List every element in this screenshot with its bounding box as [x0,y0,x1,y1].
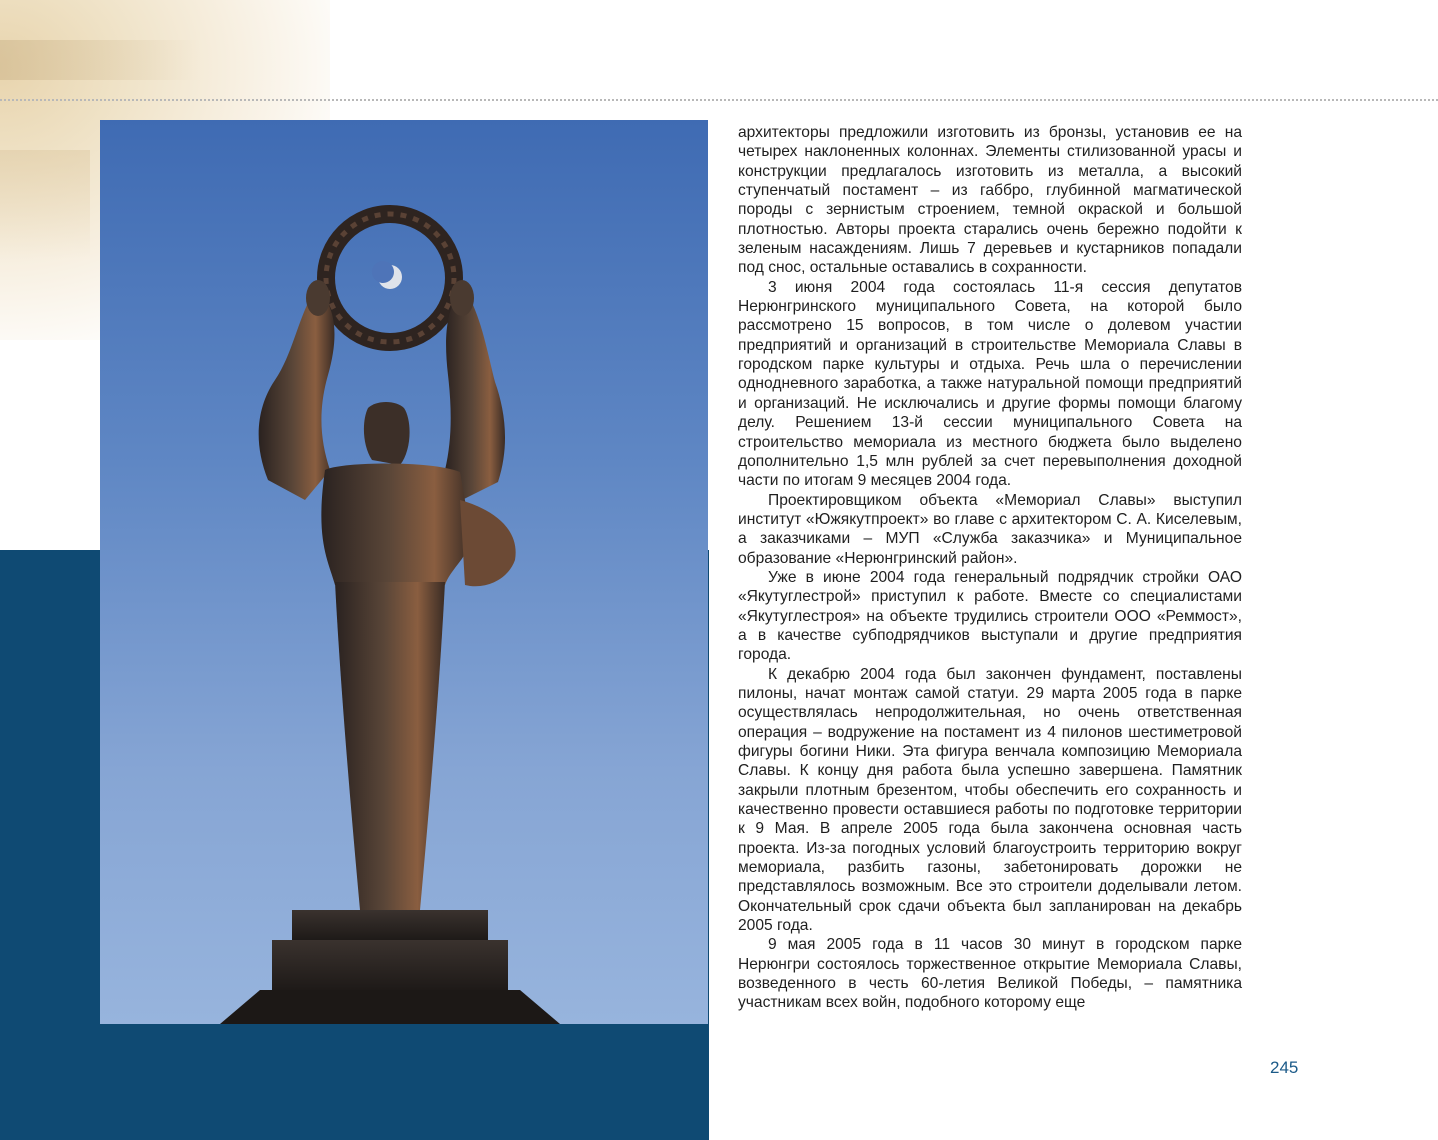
paragraph: Проектировщиком объекта «Мемориал Славы» выступил институт «Южякутпроект» во главе с архитектором С. А. Киселевым, а заказчиками – МУП «Служба заказчика» и Муниципальное образование «Нерюнгринский район». [738,491,1242,567]
paragraph: Уже в июне 2004 года генеральный подрядчик стройки ОАО «Якутуглестрой» приступил к работе. Вместе со специалистами «Якутуглестроя» на объекте трудились строители ООО «Реммост», а в качестве субподрядчиков выступали и другие предприятия города. [738,568,1242,664]
header-ghost-image [0,40,200,80]
pedestal-shape [220,910,560,1024]
header-dotted-rule [0,99,1438,101]
moon-shape [372,261,402,289]
statue-photo [100,120,708,1024]
paragraph: 9 мая 2005 года в 11 часов 30 минут в городском парке Нерюнгри состоялось торжественное открытие Мемориала Славы, возведенного в честь 60-летия Великой Победы, – памятника участникам всех войн, подобного которому еще [738,936,1242,1012]
paragraph: архитекторы предложили изготовить из бронзы, установив ее на четырех наклоненных колоннах. Элементы стилизованной урасы и конструкции предлагалось изготовить из металла, а высокий ступенчатый постамент – из габбро, глубинной магматической породы с зернистым строением, темной окраской и большой плотностью. Авторы проекта старались очень бережно подойти к зеленым насаждениям. Лишь 7 деревьев и кустарников попадали под снос, остальные оставались в сохранности. [738,124,1242,277]
paragraph: К декабрю 2004 года был закончен фундамент, поставлены пилоны, начат монтаж самой статуи. 29 марта 2005 года в парке осуществлялась непродолжительная, но очень ответственная операция – водружение на постамент из 4 пилонов шестиметровой фигуры богини Ники. Эта фигура венчала композицию Мемориала Славы. К концу дня работа была успешно завершена. Памятник закрыли плотным брезентом, чтобы обеспечить его сохранность и качественно провести оставшиеся работы по подготовке территории к 9 Мая. В апреле 2005 года была закончена основная часть проекта. Из-за погодных условий благоустроить территорию вокруг мемориала, разбить газоны, забетонировать дорожки не представлялось возможным. Все это строители доделывали летом. Окончательный срок сдачи объекта был запланирован на декабрь 2005 года. [738,665,1242,935]
page-number: 245 [1270,1058,1299,1077]
statue-figure [259,280,516,910]
article-text [738,123,1242,1013]
paragraph: 3 июня 2004 года состоялась 11-я сессия депутатов Нерюнгринского муниципального Совета, на которой было рассмотрено 15 вопросов, в том числе о долевом участии предприятий и организаций в строительстве Мемориала Славы в городском парке культуры и отдыха. Речь шла о перечислении однодневного заработка, а также натуральной помощи предприятий и организаций. Не исключались и другие формы помощи благому делу. Решением 13-й сессии муниципального Совета на строительство мемориала из местного бюджета было выделено дополнительно 1,5 млн рублей за счет перевыполнения доходной части по итогам 9 месяцев 2004 года. [738,278,1242,490]
header-ghost-image [0,150,90,260]
